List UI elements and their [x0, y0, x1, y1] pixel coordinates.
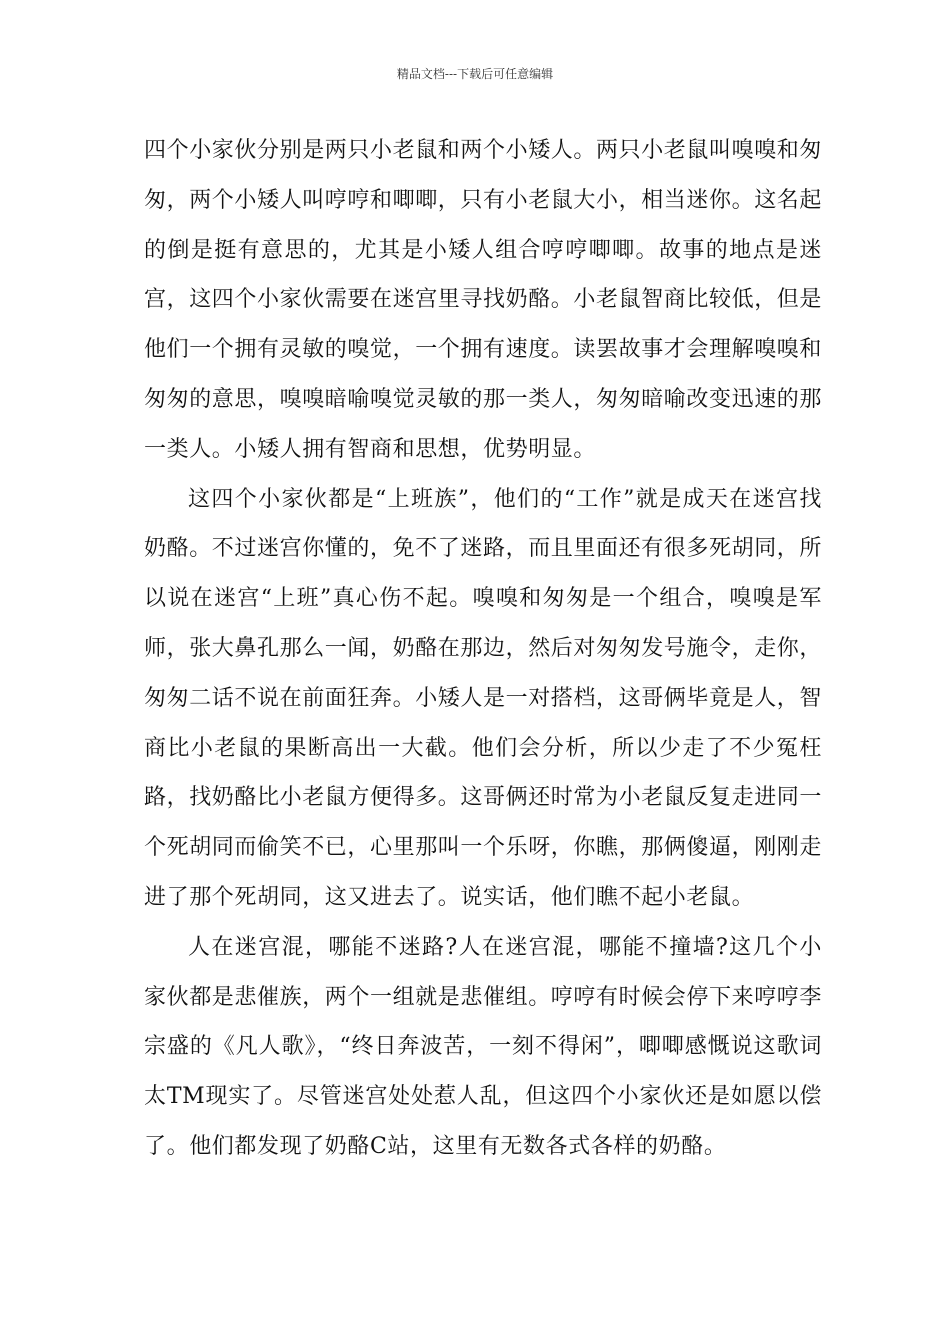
- paragraph-2: 这四个小家伙都是“上班族”，他们的“工作”就是成天在迷宫找奶酪。不过迷宫你懂的，免不了迷路，而且里面还有很多死胡同，所以说在迷宫“上班”真心伤不起。嗅嗅和匆匆是一个组合，嗅嗅是军师，张大鼻孔那么一闻，奶酪在那边，然后对匆匆发号施令，走你，匆匆二话不说在前面狂奔。小矮人是一对搭档，这哥俩毕竟是人，智商比小老鼠的果断高出一大截。他们会分析，所以少走了不少冤枉路，找奶酪比小老鼠方便得多。这哥俩还时常为小老鼠反复走进同一个死胡同而偷笑不已，心里那叫一个乐呀，你瞧，那俩傻逼，刚刚走进了那个死胡同，这又进去了。说实话，他们瞧不起小老鼠。: [144, 486, 823, 910]
- document-body: [144, 126, 822, 1172]
- paragraph-3: 人在迷宫混，哪能不迷路?人在迷宫混，哪能不撞墙?这几个小家伙都是悲催族，两个一组就是悲催组。哼哼有时候会停下来哼哼李宗盛的《凡人歌》，“终日奔波苦，一刻不得闲”，唧唧感慨说这歌词太TM现实了。尽管迷宫处处惹人乱，但这四个小家伙还是如愿以偿了。他们都发现了奶酪C站，这里有无数各式各样的奶酪。: [144, 934, 823, 1159]
- page-header: 精品文档---下载后可任意编辑: [396, 67, 554, 81]
- paragraph-1: 四个小家伙分别是两只小老鼠和两个小矮人。两只小老鼠叫嗅嗅和匆匆，两个小矮人叫哼哼和唧唧，只有小老鼠大小，相当迷你。这名起的倒是挺有意思的，尤其是小矮人组合哼哼唧唧。故事的地点是迷宫，这四个小家伙需要在迷宫里寻找奶酪。小老鼠智商比较低，但是他们一个拥有灵敏的嗅觉，一个拥有速度。读罢故事才会理解嗅嗅和匆匆的意思，嗅嗅暗喻嗅觉灵敏的那一类人，匆匆暗喻改变迅速的那一类人。小矮人拥有智商和思想，优势明显。: [144, 138, 823, 462]
